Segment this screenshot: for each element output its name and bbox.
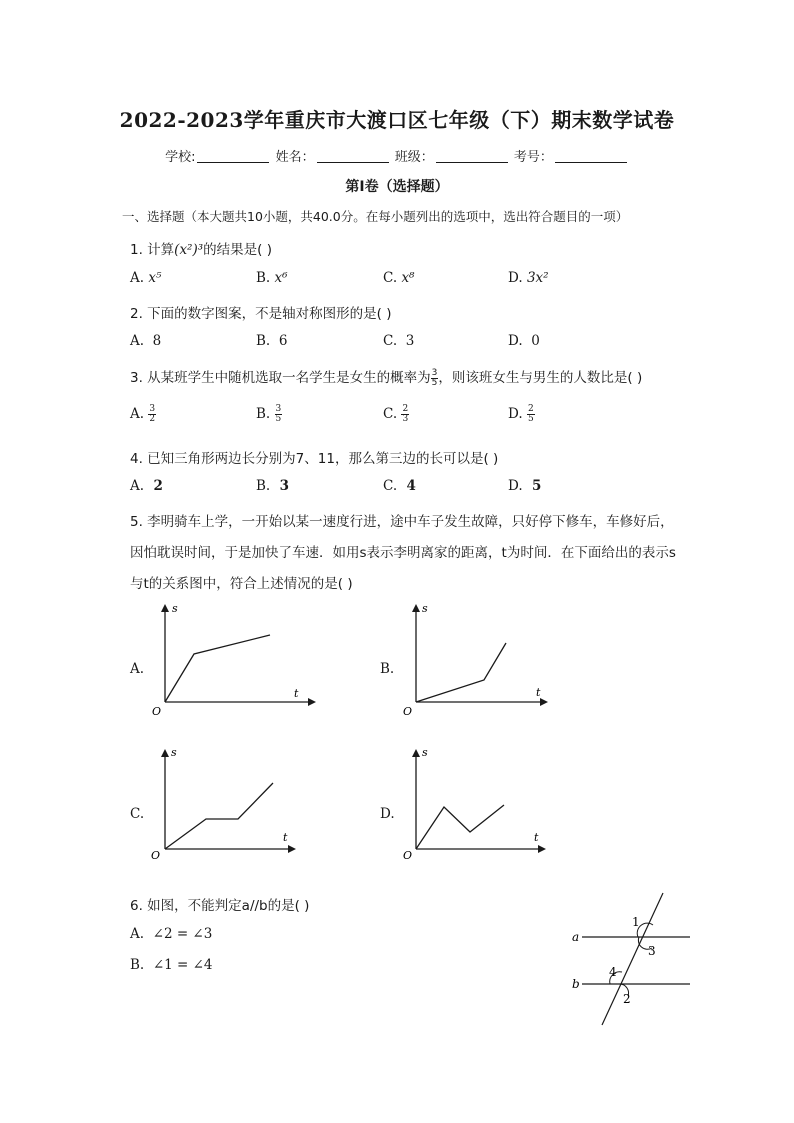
graph-c-t-label: t (283, 831, 288, 844)
q5-option-c-label[interactable]: C. (130, 806, 145, 822)
q5-graph-d[interactable] (400, 745, 570, 867)
volume-heading: 第I卷（选择题） (345, 179, 449, 195)
q5-graph-a[interactable] (148, 600, 318, 722)
q5-graph-b[interactable] (400, 600, 570, 722)
q5-option-b-label[interactable]: B. (380, 661, 395, 677)
exam-no-blank[interactable] (555, 162, 627, 163)
graph-c-s-label: s (171, 746, 177, 759)
q4-option-c[interactable]: C. 4 (383, 478, 416, 494)
section-heading: 一、选择题（本大题共10小题，共40.0分。在每小题列出的选项中，选出符合题目的一项） (122, 209, 629, 224)
question-6-stem: 6. 如图，不能判定a//b的是( ) (130, 898, 310, 914)
graph-b-t-label: t (536, 686, 541, 699)
graph-d-origin: O (403, 849, 413, 862)
graph-b-s-label: s (422, 602, 428, 615)
angle-2-label: 2 (623, 992, 631, 1006)
question-5-line-3: 与t的关系图中，符合上述情况的是( ) (130, 576, 353, 592)
student-info-row (0, 146, 794, 165)
q4-option-b[interactable]: B. 3 (256, 478, 290, 494)
question-3-stem (130, 366, 642, 388)
exam-no-label: 考号： (513, 150, 553, 165)
line-a-label: a (572, 930, 580, 944)
graph-a-origin: O (152, 705, 162, 718)
q6-option-a[interactable]: A. ∠2 = ∠3 (130, 926, 213, 942)
q3-option-a[interactable]: A. $\frac{3}{2}$ (130, 404, 156, 424)
angle-3-label: 3 (648, 944, 656, 958)
q1-option-b[interactable]: B. x⁶ (256, 270, 288, 286)
page-title: 2022-2023学年重庆市大渡口区七年级（下）期末数学试卷 (119, 108, 675, 132)
question-1-stem (130, 238, 272, 258)
q1-option-a[interactable]: A. x⁵ (130, 270, 162, 286)
q5-option-a-label[interactable]: A. (130, 661, 145, 677)
q2-option-d[interactable]: D. 0 (508, 333, 540, 349)
q3-option-d[interactable]: D. $\frac{2}{5}$ (508, 404, 534, 424)
graph-d-t-label: t (534, 831, 539, 844)
q1-option-d[interactable]: D. 3x² (508, 270, 549, 286)
class-blank[interactable] (436, 162, 508, 163)
question-4-stem: 4. 已知三角形两边长分别为7、11，那么第三边的长可以是( ) (130, 451, 499, 467)
q5-graph-c[interactable] (148, 745, 318, 867)
question-2-stem: 2. 下面的数字图案，不是轴对称图形的是( ) (130, 306, 392, 322)
q4-option-a[interactable]: A. 2 (130, 478, 163, 494)
q1-stem-math: (x²)³ (174, 242, 204, 258)
graph-c-origin: O (151, 849, 161, 862)
q5-option-d-label[interactable]: D. (380, 806, 395, 822)
q6-parallel-lines-figure (560, 885, 700, 1030)
school-blank[interactable] (197, 162, 269, 163)
line-b-label: b (572, 977, 580, 991)
question-5-line-1: 5. 李明骑车上学，一开始以某一速度行进，途中车子发生故障，只好停下修车，车修好后， (130, 514, 674, 530)
q3-stem-after: ，则该班女生与男生的人数比是( ) (438, 370, 643, 386)
q3-stem-before: 3. 从某班学生中随机选取一名学生是女生的概率为 (130, 370, 431, 386)
q3-option-b[interactable]: B. $\frac{3}{5}$ (256, 404, 282, 424)
class-label: 班级： (394, 150, 434, 165)
school-label: 学校: (165, 150, 196, 165)
q2-option-b[interactable]: B. 6 (256, 333, 288, 349)
graph-b-origin: O (403, 705, 413, 718)
graph-a-s-label: s (172, 602, 178, 615)
q1-stem-after: 的结果是( ) (203, 242, 272, 258)
name-blank[interactable] (317, 162, 389, 163)
q3-option-c[interactable]: C. $\frac{2}{3}$ (383, 404, 409, 424)
q2-option-c[interactable]: C. 3 (383, 333, 415, 349)
graph-a-t-label: t (294, 687, 299, 700)
q4-option-d[interactable]: D. 5 (508, 478, 542, 494)
angle-1-label: 1 (632, 915, 640, 929)
question-5-line-2: 因怕耽误时间，于是加快了车速．如用s表示李明离家的距离，t为时间．在下面给出的表示s (130, 545, 676, 561)
q2-option-a[interactable]: A. 8 (130, 333, 162, 349)
q6-option-b[interactable]: B. ∠1 = ∠4 (130, 957, 213, 973)
angle-4-label: 4 (609, 965, 617, 979)
name-label: 姓名： (275, 150, 315, 165)
q1-stem-before: 1. 计算 (130, 242, 175, 258)
graph-d-s-label: s (422, 746, 428, 759)
q1-option-c[interactable]: C. x⁸ (383, 270, 415, 286)
q3-stem-fraction: $\frac{3}{5}$ (431, 367, 438, 388)
